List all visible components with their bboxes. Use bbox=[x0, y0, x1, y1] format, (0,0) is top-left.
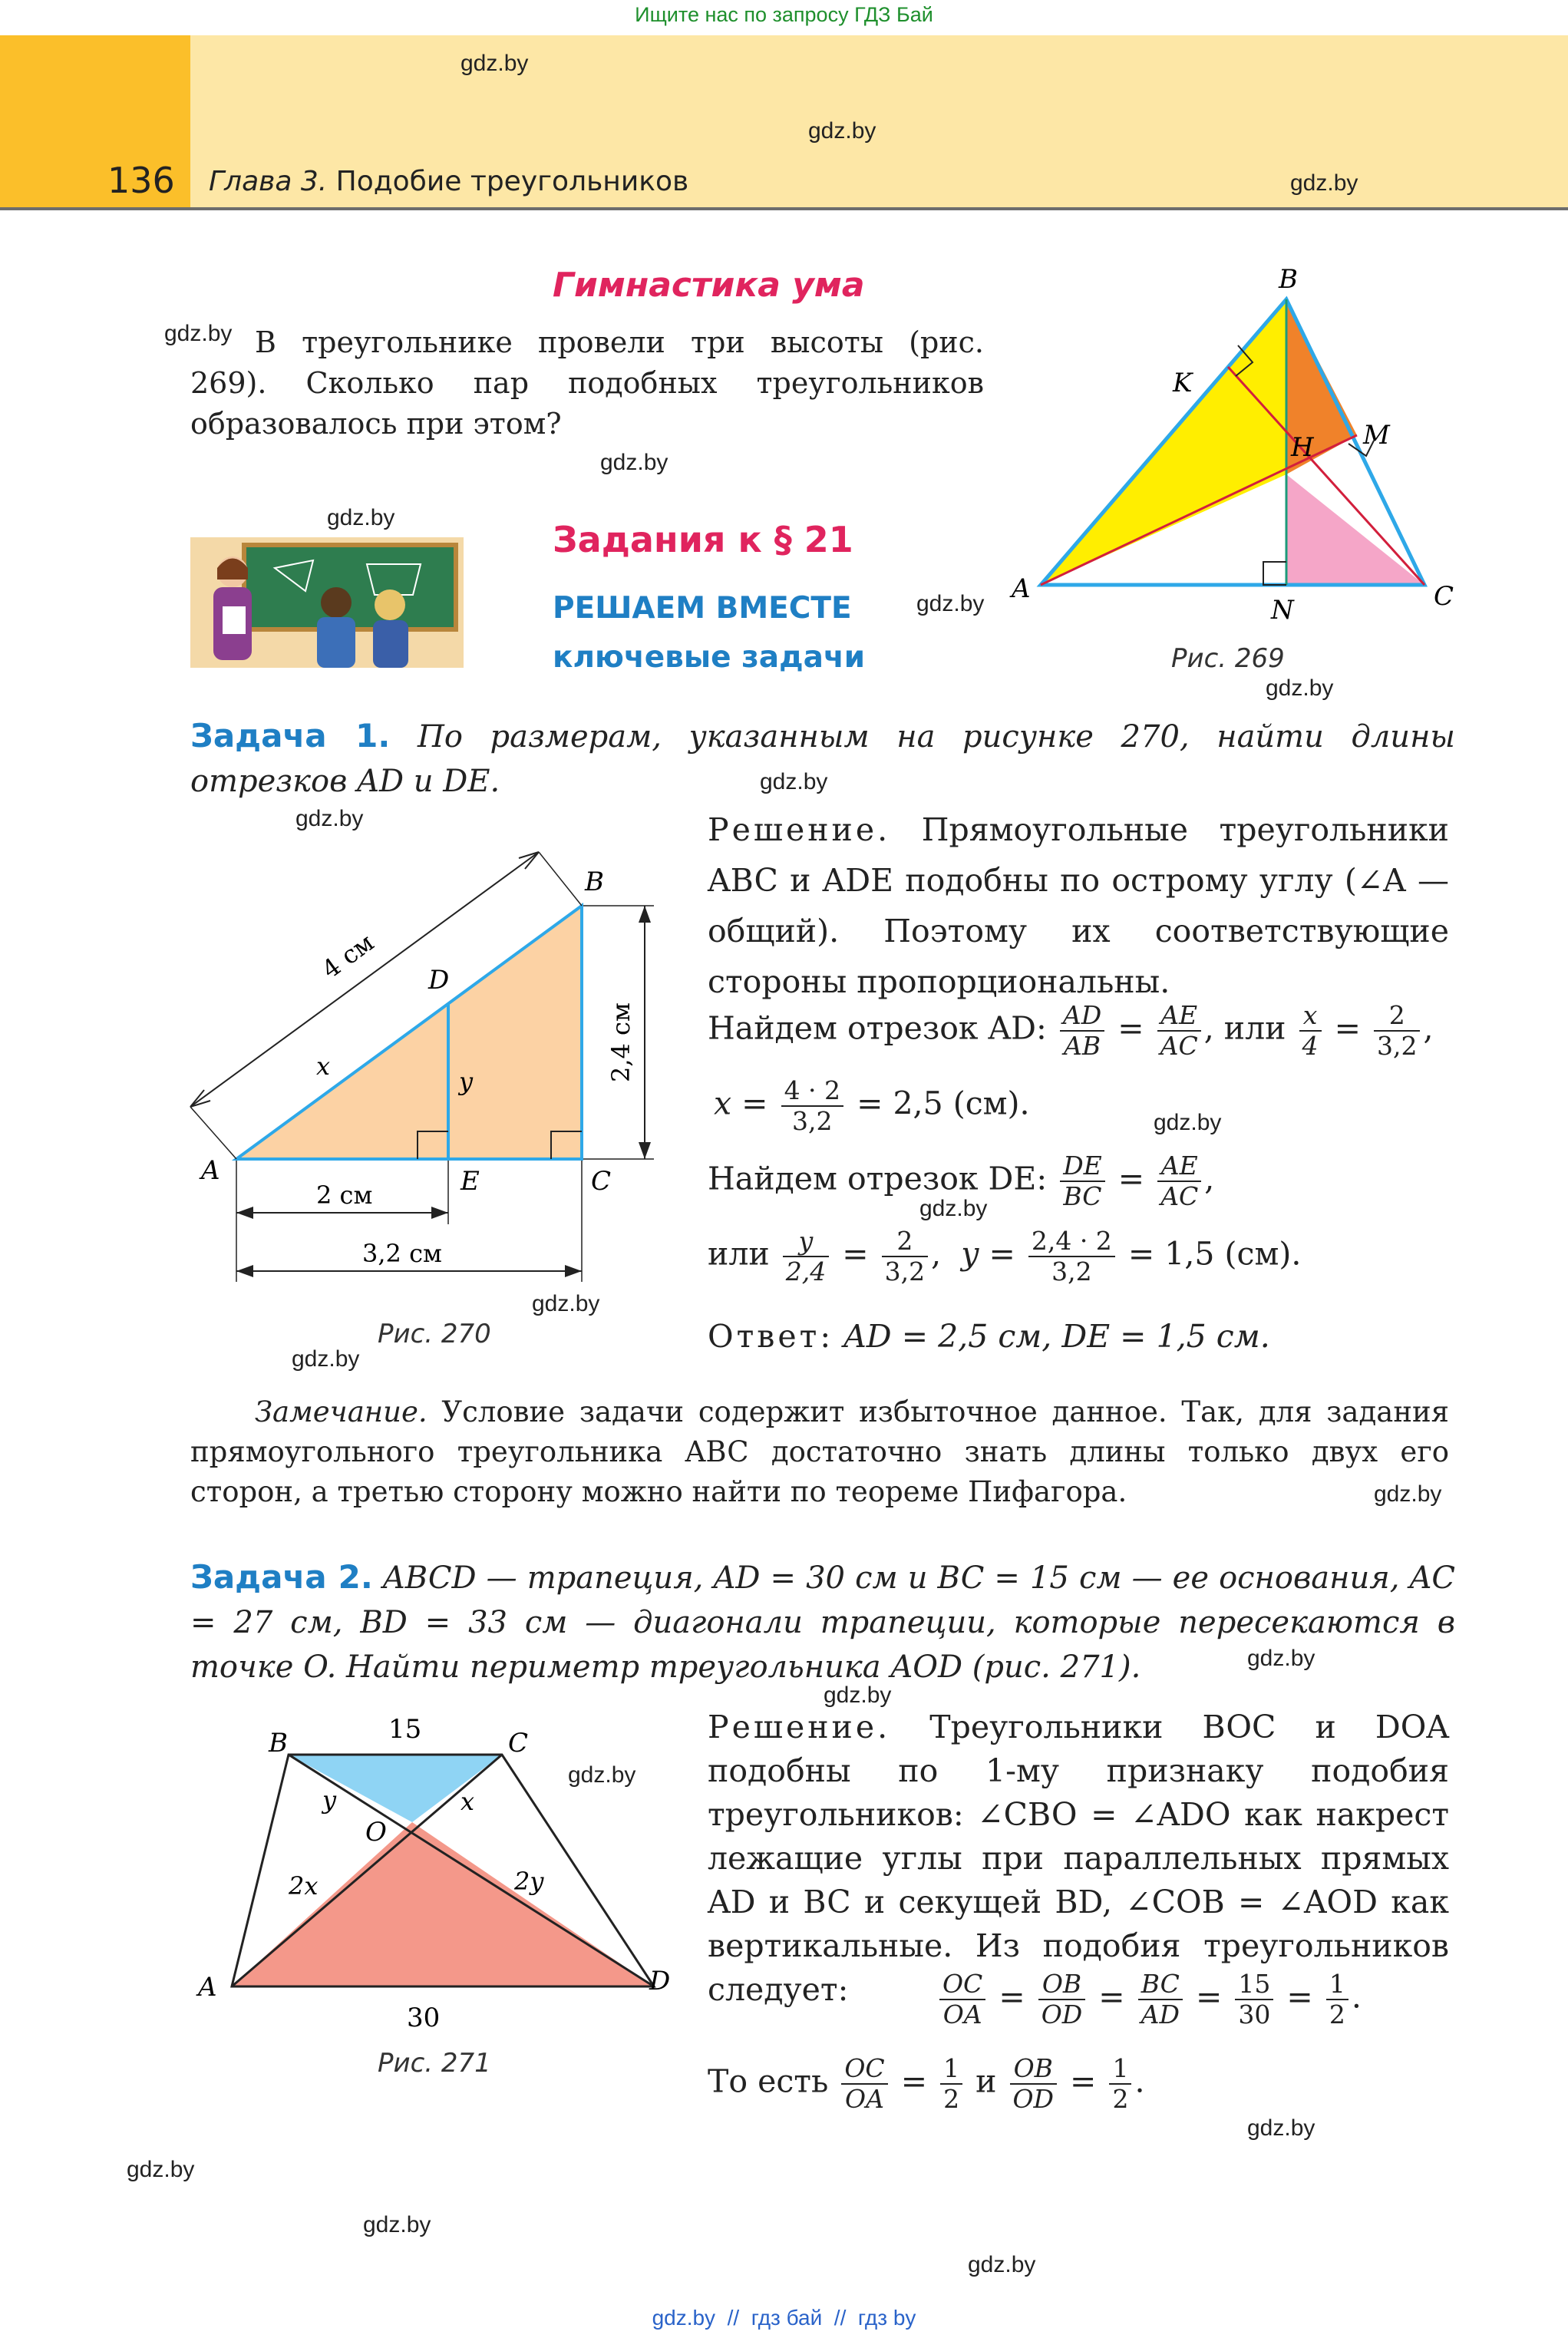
label-x: x bbox=[460, 1787, 475, 1816]
watermark: gdz.by bbox=[1247, 1646, 1315, 1671]
label-c: C bbox=[1434, 581, 1454, 612]
fig270-caption: Рис. 270 bbox=[378, 1319, 491, 1349]
label-ae: 2 см bbox=[316, 1181, 373, 1210]
label-e: E bbox=[460, 1166, 480, 1197]
task1-solution: Решение. Прямоугольные треугольники ABC и ADE подобны по острому углу (∠A — общий). Поэтому их соответствующие стороны пропорциональны. bbox=[708, 811, 1449, 1000]
label-b: B bbox=[585, 867, 604, 897]
remark: Замечание. Условие задачи содержит избыточное данное. Так, для задания прямоугольного треугольника ABC достаточно знать длины только двух его сторон, а третью сторону можно найти по теореме Пифагора. bbox=[190, 1395, 1449, 1508]
watermark: gdz.by bbox=[1374, 1481, 1442, 1507]
label-ab: 4 см bbox=[316, 927, 380, 985]
label-a: A bbox=[1012, 573, 1031, 604]
watermark: gdz.by bbox=[568, 1762, 636, 1788]
watermark: gdz.by bbox=[460, 51, 529, 76]
label-h: H bbox=[1291, 432, 1314, 463]
label-x: x bbox=[316, 1052, 331, 1081]
watermark: gdz.by bbox=[600, 450, 668, 475]
label-c: C bbox=[591, 1166, 612, 1197]
label-c: C bbox=[508, 1728, 529, 1758]
watermark: gdz.by bbox=[295, 806, 364, 831]
watermark: gdz.by bbox=[292, 1346, 360, 1372]
page-number: 136 bbox=[107, 160, 175, 201]
label-n: N bbox=[1271, 595, 1294, 626]
watermark: gdz.by bbox=[327, 505, 395, 530]
label-bc: 2,4 см bbox=[606, 1002, 635, 1082]
figure-270 bbox=[184, 837, 675, 1297]
fig269-caption: Рис. 269 bbox=[1171, 643, 1285, 674]
watermark: gdz.by bbox=[824, 1683, 892, 1708]
task1-statement: Задача 1. По размерам, указанным на рисунке 270, найти длины отрезков AD и DE. bbox=[190, 717, 1455, 799]
label-2x: 2x bbox=[289, 1871, 319, 1900]
watermark: gdz.by bbox=[164, 321, 233, 346]
watermark: gdz.by bbox=[1247, 2115, 1315, 2141]
tasks-subtitle-2: ключевые задачи bbox=[553, 640, 866, 675]
watermark: gdz.by bbox=[968, 2252, 1036, 2277]
task2-ratio-chain: $\frac{OC}{OA}$ = $\frac{OB}{OD}$ = $\frac{BC}{AD}$ = $\frac{15}{30}$ = $\frac{1}{2}$ . bbox=[936, 1970, 1362, 2029]
watermark: gdz.by bbox=[1154, 1110, 1222, 1135]
fig271-caption: Рис. 271 bbox=[378, 2048, 491, 2079]
label-m: M bbox=[1363, 420, 1390, 451]
tasks-title: Задания к § 21 bbox=[553, 519, 853, 560]
label-bottom: 30 bbox=[407, 2003, 441, 2033]
label-o: O bbox=[365, 1817, 387, 1848]
task2-conclusion: То есть $\frac{OC}{OA}$ = $\frac{1}{2}$ и $\frac{OB}{OD}$ = $\frac{1}{2}$ . bbox=[708, 2053, 1145, 2114]
label-top: 15 bbox=[388, 1714, 422, 1745]
task2-solution: Решение. Треугольники BOC и DOA подобны по 1-му признаку подобия треугольников: ∠CBO = ∠ADO как накрест лежащие углы при параллельных прямых AD и BC и секущей BD, ∠COB = ∠AOD как вертикальные. Из подобия треугольников следует: bbox=[708, 1709, 1449, 2008]
label-ac: 3,2 см bbox=[362, 1239, 442, 1268]
label-y: y bbox=[322, 1785, 337, 1815]
gymnastics-title: Гимнастика ума bbox=[553, 266, 865, 305]
chapter-title: Глава 3. Подобие треугольников bbox=[209, 166, 689, 197]
task1-y-calc: или $\frac{y}{2,4}$ = $\frac{2}{3,2}$ , y = $\frac{2,4 \cdot 2}{3,2}$ = 1,5 (см). bbox=[708, 1226, 1302, 1286]
task2-statement: Задача 2. ABCD — трапеция, AD = 30 см и BC = 15 см — ее основания, AC = 27 см, BD = 33 см — диагонали трапеции, которые пересекаются в точке O. Найти периметр треугольника AOD (рис. 271). bbox=[190, 1558, 1455, 1685]
task1-find-ad: Найдем отрезок AD: $\frac{AD}{AB}$ = $\frac{AE}{AC}$ , или $\frac{x}{4}$ = $\frac{2}{3,2}$ , bbox=[708, 1000, 1434, 1061]
watermark: gdz.by bbox=[919, 1196, 988, 1221]
label-k: K bbox=[1173, 368, 1193, 398]
tasks-subtitle-1: РЕШАЕМ ВМЕСТЕ bbox=[553, 591, 852, 626]
label-a: A bbox=[198, 1972, 217, 2003]
label-b: B bbox=[1279, 264, 1298, 295]
watermark: gdz.by bbox=[808, 118, 876, 144]
task1-answer: Ответ: AD = 2,5 см, DE = 1,5 см. bbox=[708, 1318, 1270, 1355]
classroom-illustration bbox=[190, 537, 464, 668]
gymnastics-text: В треугольнике провели три высоты (рис. 269). Сколько пар подобных треугольников образовалось при этом? bbox=[190, 325, 984, 441]
header-divider bbox=[0, 207, 1568, 210]
figure-269 bbox=[998, 253, 1489, 652]
watermark: gdz.by bbox=[532, 1291, 600, 1316]
watermark: gdz.by bbox=[916, 591, 985, 616]
watermark: gdz.by bbox=[1266, 675, 1334, 701]
label-d: D bbox=[649, 1966, 671, 1996]
figure-271 bbox=[184, 1712, 706, 2034]
footer-links[interactable]: gdz.by // гдз бай // гдз by bbox=[652, 2306, 916, 2330]
label-d: D bbox=[428, 965, 450, 996]
top-note: Ищите нас по запросу ГДЗ Бай bbox=[635, 3, 933, 26]
watermark: gdz.by bbox=[760, 769, 828, 794]
watermark: gdz.by bbox=[127, 2157, 195, 2182]
task1-x-calc: x = $\frac{4 \cdot 2}{3,2}$ = 2,5 (см). bbox=[714, 1075, 1030, 1136]
label-a: A bbox=[201, 1155, 220, 1186]
label-2y: 2y bbox=[514, 1867, 544, 1896]
label-b: B bbox=[269, 1728, 288, 1758]
label-y: y bbox=[459, 1067, 474, 1096]
watermark: gdz.by bbox=[363, 2212, 431, 2237]
task1-find-de: Найдем отрезок DE: $\frac{DE}{BC}$ = $\frac{AE}{AC}$ , bbox=[708, 1151, 1215, 1211]
watermark: gdz.by bbox=[1290, 170, 1358, 196]
